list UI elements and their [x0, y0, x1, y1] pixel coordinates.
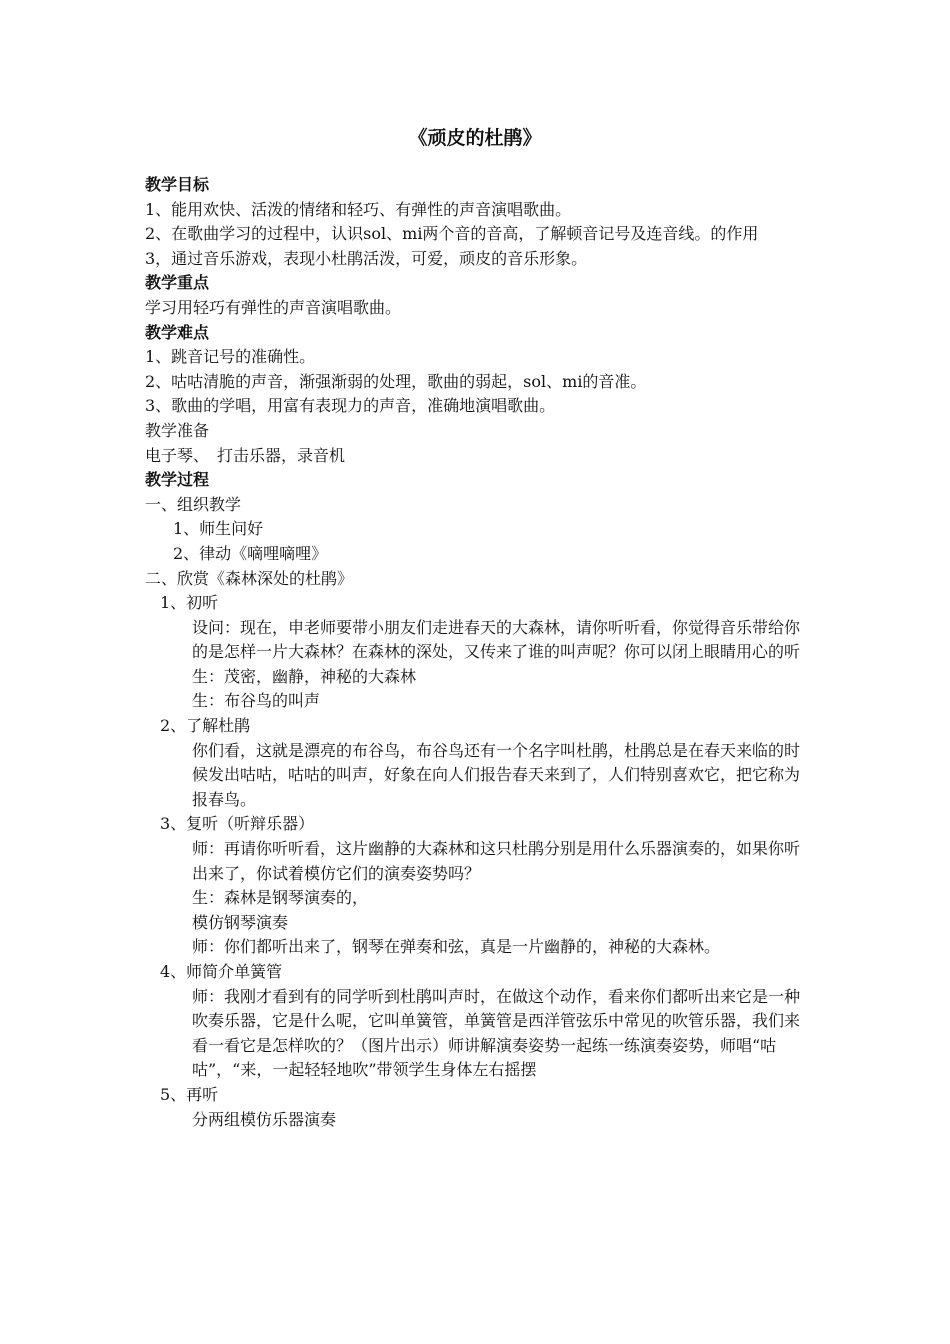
step-text: 生：布谷鸟的叫声: [192, 691, 321, 711]
key-point-text: 学习用轻巧有弹性的声音演唱歌曲。: [145, 297, 402, 317]
objective-item: 2、在歌曲学习的过程中，认识sol、mi两个音的音高，了解顿音记号及连音线。的作用: [145, 224, 759, 244]
preparation-text: 电子琴、 打击乐器，录音机: [145, 445, 346, 465]
step-title: 2、了解杜鹃: [160, 716, 251, 736]
step-text: 生：森林是钢琴演奏的，: [192, 888, 369, 908]
list-item: 1、师生问好: [173, 519, 264, 539]
objective-item: 1、能用欢快、活泼的情绪和轻巧、有弹性的声音演唱歌曲。: [145, 199, 572, 219]
difficulty-item: 2、咕咕清脆的声音，渐强渐弱的处理，歌曲的弱起，sol、mi的音准。: [145, 371, 647, 391]
section-title: 二、欣赏《森林深处的杜鹃》: [145, 568, 354, 588]
preparation-heading: 教学准备: [145, 420, 210, 440]
step-text: 分两组模仿乐器演奏: [192, 1109, 337, 1129]
step-text: 设问：现在，申老师要带小朋友们走进春天的大森林，请你听听看，你觉得音乐带给你的是怎样一片大森林？在森林的深处，又传来了谁的叫声呢？你可以闭上眼睛用心的听: [192, 617, 801, 662]
step-text: 师：我刚才看到有的同学听到杜鹃叫声时，在做这个动作，看来你们都听出来它是一种吹奏乐器，它是什么呢，它叫单簧管，单簧管是西洋管弦乐中常见的吹管乐器，我们来看一看它是怎样吹的？（图片出示）师讲解演奏姿势一起练一练演奏姿势，师唱“咕咕”，“来，一起轻轻地吹”带领学生身体左右摇摆: [192, 986, 801, 1080]
key-point-heading: 教学重点: [145, 273, 210, 293]
document-body: [145, 173, 815, 1132]
step-title: 5、再听: [160, 1084, 219, 1104]
difficulty-heading: 教学难点: [145, 322, 210, 342]
document-title: 《顽皮的杜鹃》: [408, 127, 542, 149]
section-title: 一、组织教学: [145, 494, 242, 514]
objectives-heading: 教学目标: [145, 175, 210, 194]
difficulty-item: 3、歌曲的学唱，用富有表现力的声音，准确地演唱歌曲。: [145, 396, 556, 416]
list-item: 2、律动《嘀哩嘀哩》: [173, 543, 328, 563]
step-title: 4、师简介单簧管: [160, 962, 283, 981]
difficulty-item: 1、跳音记号的准确性。: [145, 347, 316, 367]
step-text: 师：你们都听出来了，钢琴在弹奏和弦，真是一片幽静的，神秘的大森林。: [192, 937, 721, 957]
step-text: 生：茂密，幽静，神秘的大森林: [192, 666, 417, 686]
step-text: 模仿钢琴演奏: [192, 912, 289, 932]
step-title: 1、初听: [160, 593, 219, 613]
process-heading: 教学过程: [145, 470, 210, 490]
objective-item: 3，通过音乐游戏，表现小杜鹃活泼，可爱，顽皮的音乐形象。: [145, 248, 588, 268]
step-title: 3、复听（听辩乐器）: [160, 814, 315, 834]
step-text: 你们看，这就是漂亮的布谷鸟，布谷鸟还有一个名字叫杜鹃，杜鹃总是在春天来临的时候发出咕咕，咕咕的叫声，好象在向人们报告春天来到了，人们特别喜欢它，把它称为报春鸟。: [192, 740, 801, 809]
step-text: 师：再请你听听看，这片幽静的大森林和这只杜鹃分别是用什么乐器演奏的，如果你听出来了，你试着模仿它们的演奏姿势吗？: [192, 839, 801, 883]
